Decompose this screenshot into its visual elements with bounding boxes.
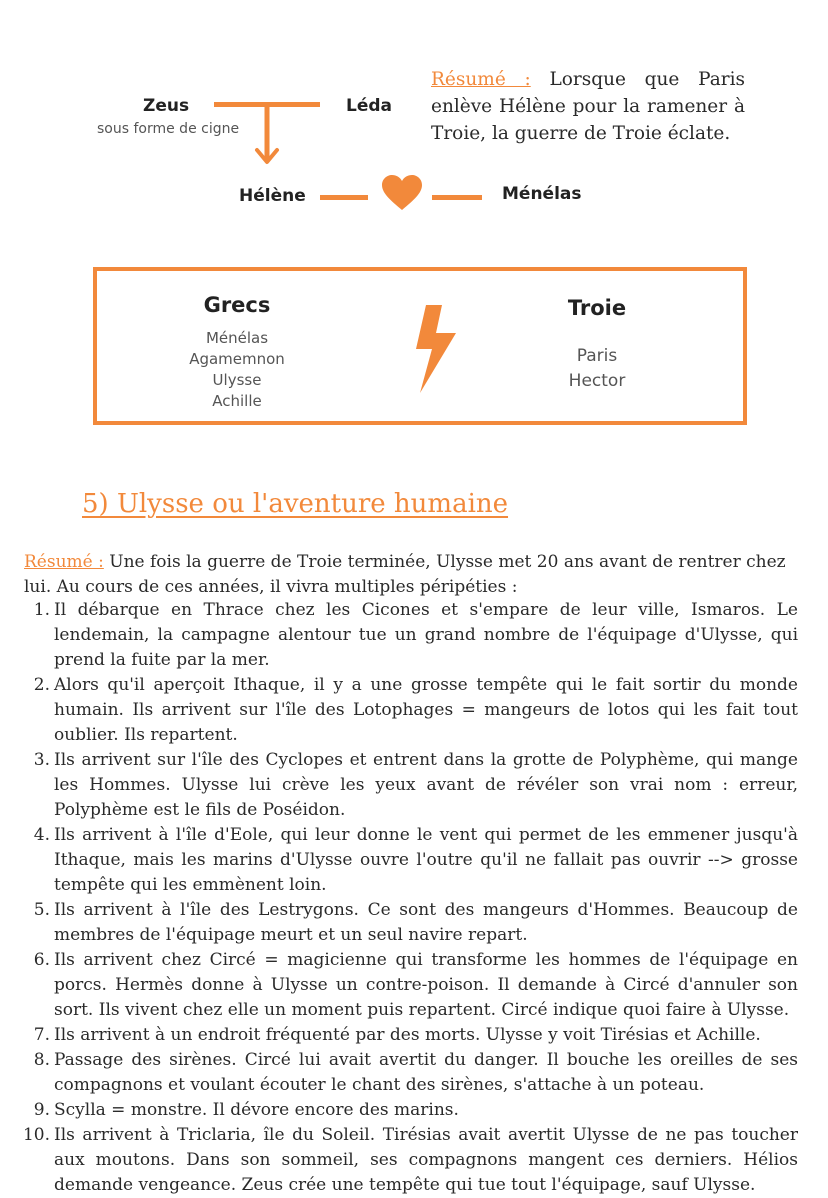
- troy-title: Troie: [567, 296, 627, 320]
- list-item: [33, 1023, 798, 1048]
- section-summary-label: Résumé :: [24, 552, 104, 572]
- tree-down-arrow-icon: [253, 104, 281, 168]
- list-item: [22, 1123, 798, 1198]
- greeks-title: Grecs: [203, 293, 271, 317]
- top-summary-label: Résumé :: [431, 69, 531, 90]
- greeks-member: Ulysse: [212, 371, 262, 389]
- greeks-list: [167, 328, 307, 412]
- list-item: [33, 898, 798, 948]
- troy-list: [547, 344, 647, 394]
- tree-leda: Léda: [346, 96, 393, 116]
- list-item: [33, 823, 798, 898]
- tree-zeus-subtitle: sous forme de cigne: [97, 121, 240, 137]
- list-item: [33, 673, 798, 748]
- list-item-number: 4.: [33, 825, 50, 845]
- list-item-text: Passage des sirènes. Circé lui avait avertit du danger. Il bouche les oreilles de ses compagnons et voulant écouter le chant des sirènes, s'attache à un poteau.: [54, 1050, 798, 1095]
- list-item: [33, 948, 798, 1023]
- list-item-text: Ils arrivent à l'île d'Eole, qui leur donne le vent qui permet de les emmener jusqu'à Ithaque, mais les marins d'Ulysse ouvre l'outre qu'il ne fallait pas ouvrir --> grosse tempête qui les emmènent loin.: [54, 825, 798, 895]
- list-item-number: 9.: [33, 1100, 50, 1120]
- top-summary-text: Lorsque que Paris enlève Hélène pour la ramener à Troie, la guerre de Troie éclate.: [431, 69, 745, 144]
- list-item-number: 7.: [33, 1025, 50, 1045]
- list-item-text: Ils arrivent à l'île des Lestrygons. Ce sont des mangeurs d'Hommes. Beaucoup de membres de l'équipage meurt et un seul navire repart.: [54, 900, 798, 945]
- tree-helene: Hélène: [239, 186, 306, 206]
- list-item: [33, 748, 798, 823]
- list-item-number: 6.: [33, 950, 50, 970]
- list-item: [33, 598, 798, 673]
- list-item-number: 2.: [33, 675, 50, 695]
- list-item-number: 1.: [33, 600, 50, 620]
- troy-member: Paris: [576, 346, 618, 366]
- list-item-text: Ils arrivent chez Circé = magicienne qui transforme les hommes de l'équipage en porcs. Hermès donne à Ulysse un contre-poison. Il demande à Circé d'annuler son sort. Ils vivent chez elle un moment puis repartent. Circé indique quoi faire à Ulysse.: [54, 950, 798, 1020]
- list-item-number: 5.: [33, 900, 50, 920]
- section-summary-text: Une fois la guerre de Troie terminée, Ulysse met 20 ans avant de rentrer chez lui. Au cours de ces années, il vivra multiples péripéties :: [24, 552, 786, 597]
- list-item-number: 3.: [33, 750, 50, 770]
- list-item-text: Ils arrivent à un endroit fréquenté par des morts. Ulysse y voit Tirésias et Achille.: [54, 1025, 761, 1045]
- section-summary: [24, 550, 798, 600]
- list-item-number: 10.: [22, 1125, 50, 1145]
- tree-couple-line-left: [320, 195, 368, 200]
- section-title: 5) Ulysse ou l'aventure humaine: [82, 489, 509, 519]
- adventures-list: [22, 598, 798, 1198]
- list-item-text: Scylla = monstre. Il dévore encore des marins.: [54, 1100, 459, 1120]
- list-item-text: Ils arrivent sur l'île des Cyclopes et entrent dans la grotte de Polyphème, qui mange les Hommes. Ulysse lui crève les yeux avant de révéler son vrai nom : erreur, Polyphème est le fils de Poséidon.: [54, 750, 798, 820]
- greeks-member: Ménélas: [205, 329, 269, 347]
- greeks-member: Achille: [212, 392, 262, 410]
- list-item: [33, 1048, 798, 1098]
- list-item-text: Alors qu'il aperçoit Ithaque, il y a une grosse tempête qui le fait sortir du monde humain. Ils arrivent sur l'île des Lotophages = mangeurs de lotos qui les fait tout oublier. Ils repartent.: [54, 675, 798, 745]
- top-summary: [431, 66, 745, 147]
- heart-icon: [381, 174, 423, 212]
- sides-box: [93, 267, 747, 425]
- tree-menelas: Ménélas: [502, 184, 582, 204]
- troy-member: Hector: [568, 371, 626, 391]
- lightning-icon: [412, 305, 458, 395]
- list-item-text: Ils arrivent à Triclaria, île du Soleil. Tirésias avait avertit Ulysse de ne pas toucher aux moutons. Dans son sommeil, ses compagnons mangent ces derniers. Hélios demande vengeance. Zeus crée une tempête qui tue tout l'équipage, sauf Ulysse.: [54, 1125, 798, 1195]
- list-item-text: Il débarque en Thrace chez les Cicones et s'empare de leur ville, Ismaros. Le lendemain, la campagne alentour tue un grand nombre de l'équipage d'Ulysse, qui prend la fuite par la mer.: [54, 600, 798, 670]
- list-item: [33, 1098, 798, 1123]
- tree-couple-line-right: [432, 195, 482, 200]
- tree-zeus: Zeus: [143, 96, 190, 116]
- list-item-number: 8.: [33, 1050, 50, 1070]
- greeks-member: Agamemnon: [189, 350, 285, 368]
